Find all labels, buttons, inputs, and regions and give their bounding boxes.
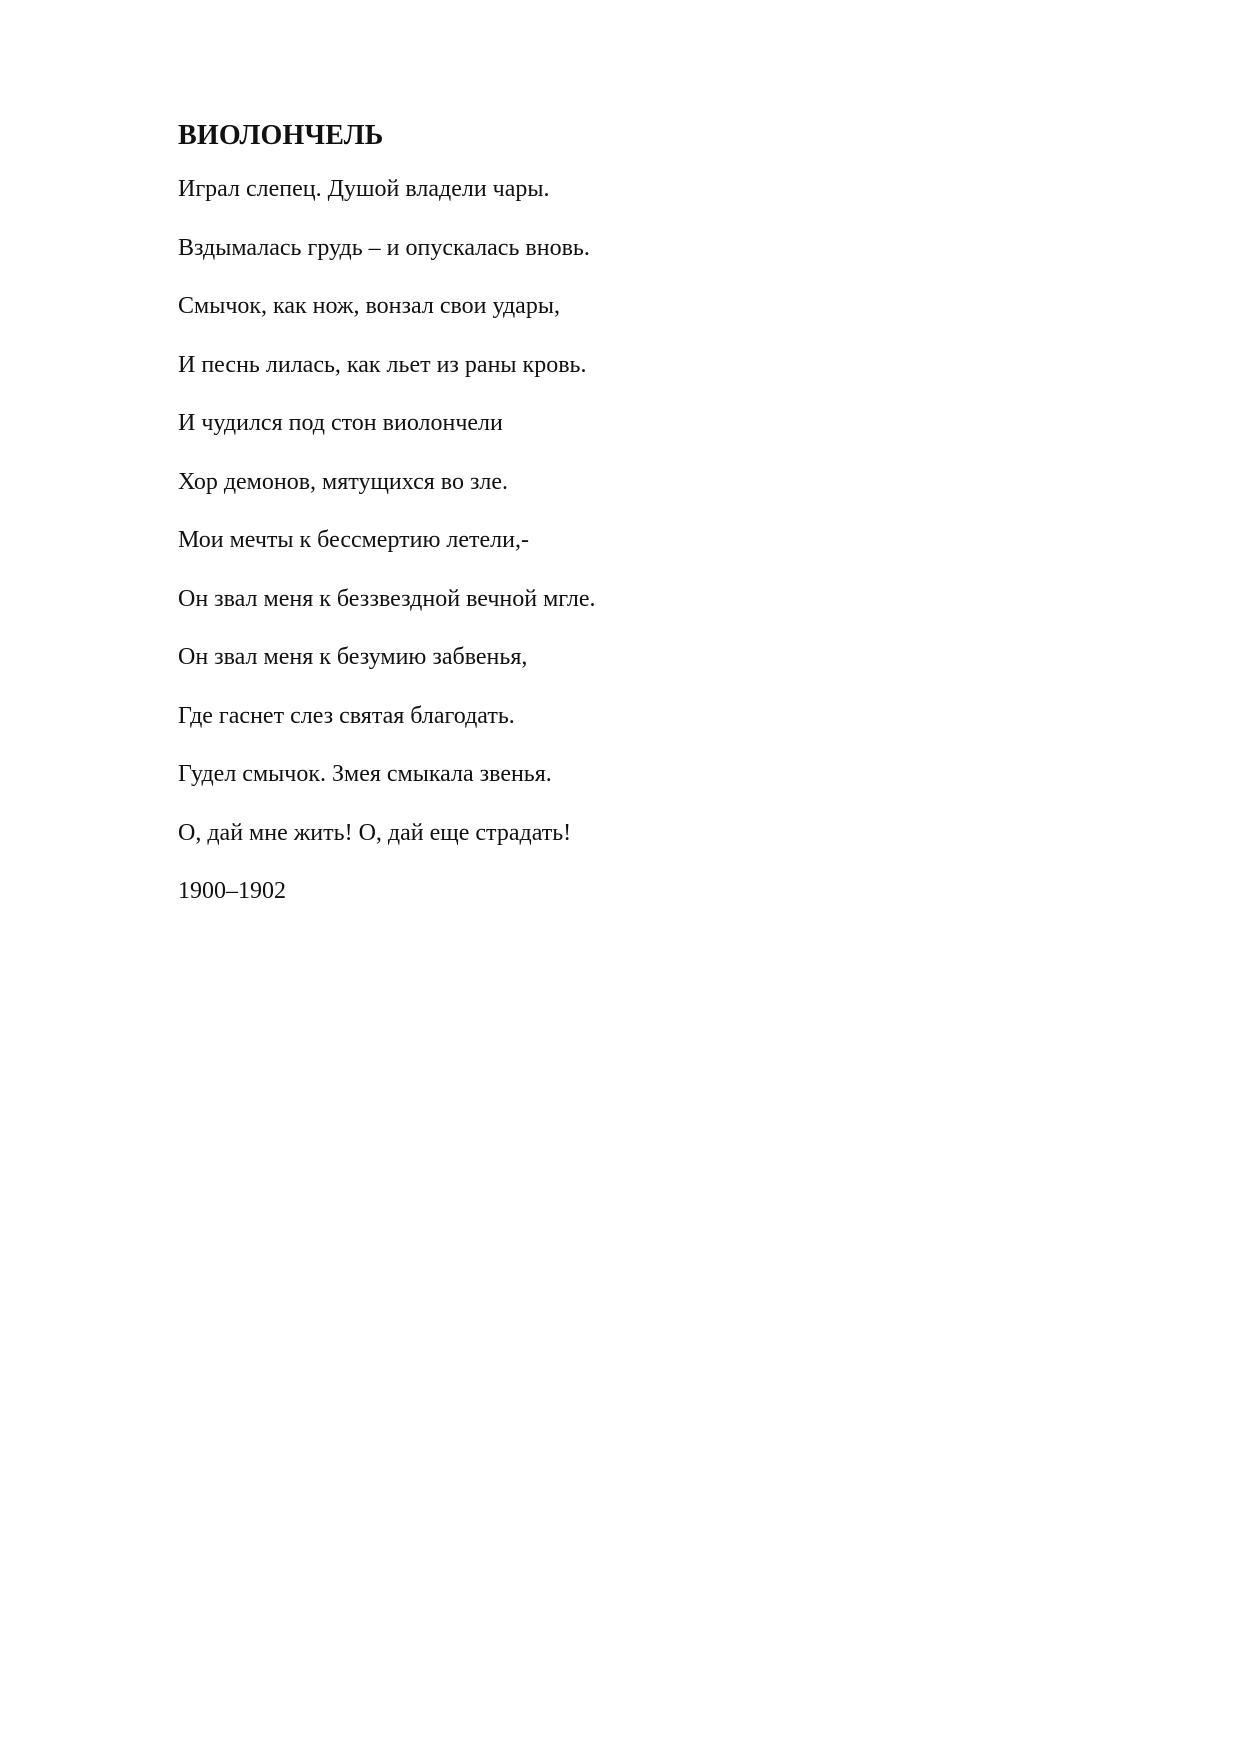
poem-line: И песнь лилась, как льет из раны кровь. — [178, 351, 587, 378]
poem-line: О, дай мне жить! О, дай еще страдать! — [178, 819, 572, 846]
poem-body — [178, 174, 1158, 848]
poem-line: И чудился под стон виолончели — [178, 410, 503, 436]
poem-line: Гудел смычок. Змея смыкала звенья. — [178, 761, 552, 787]
poem-line: Где гаснет слез святая благодать. — [178, 702, 515, 729]
poem-line: Смычок, как нож, вонзал свои удары, — [178, 293, 560, 319]
poem-line: Хор демонов, мятущихся во зле. — [178, 468, 509, 495]
poem-line: Он звал меня к беззвездной вечной мгле. — [178, 585, 596, 612]
poem-line: Играл слепец. Душой владели чары. — [178, 176, 550, 202]
poem-line: Вздымалась грудь – и опускалась вновь. — [178, 234, 590, 261]
document-page — [178, 116, 1158, 906]
poem-title: ВИОЛОНЧЕЛЬ — [178, 120, 384, 151]
poem-line: Мои мечты к бессмертию летели,- — [178, 527, 529, 553]
poem-date: 1900–1902 — [178, 878, 286, 904]
poem-line: Он звал меня к безумию забвенья, — [178, 644, 528, 670]
